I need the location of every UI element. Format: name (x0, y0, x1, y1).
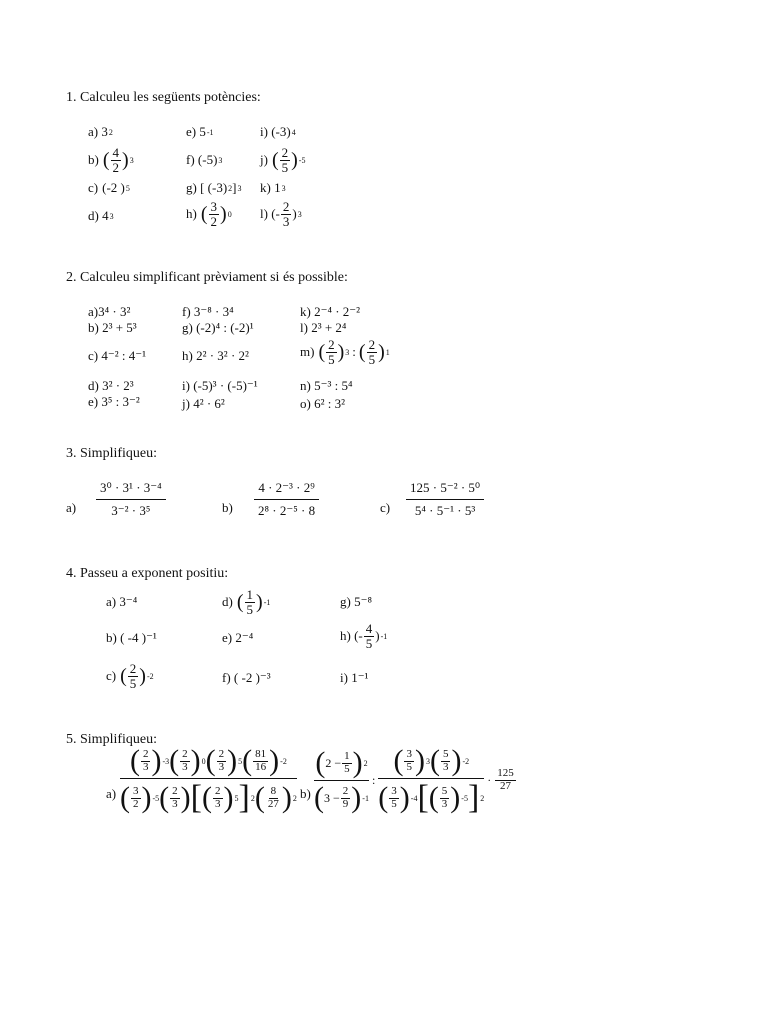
s2-item-g: g) (-2)⁴ : (-2)¹ (182, 320, 254, 335)
s4-item-g: g) 5⁻⁸ (340, 594, 372, 609)
s5-label-b: b) (300, 786, 311, 801)
s3-fraction-a: 3⁰ · 3¹ · 3⁻⁴ 3⁻² · 3⁵ (96, 480, 166, 519)
s2-item-h: h) 2² · 3² · 2² (182, 348, 249, 363)
s1-item-d: d) 4 3 (88, 208, 114, 223)
section-4-title: 4. Passeu a exponent positiu: (66, 566, 229, 581)
section-1-title: 1. Calculeu les següents potències: (66, 90, 261, 105)
s4-item-e: e) 2⁻⁴ (222, 630, 254, 645)
s2-item-f: f) 3⁻⁸ · 3⁴ (182, 304, 234, 319)
s4-item-i: i) 1⁻¹ (340, 670, 369, 685)
s2-item-k: k) 2⁻⁴ · 2⁻² (300, 304, 361, 319)
s3-label-a: a) (66, 500, 77, 515)
s4-item-a: a) 3⁻⁴ (106, 594, 138, 609)
s1-item-i: i) (-3) 4 (260, 124, 296, 139)
s1-item-j: j) ( $\frac{2}{5}$ ) -5 (260, 145, 306, 175)
section-5-title: 5. Simplifiqueu: (66, 732, 157, 747)
s2-item-e: e) 3⁵ : 3⁻² (88, 394, 140, 409)
s4-item-d: d) ( $\frac{1}{5}$ ) -1 (222, 587, 271, 617)
s1-item-f: f) (-5) 3 (186, 152, 223, 167)
s3-label-b: b) (222, 500, 233, 515)
s4-item-h: h) (- $\frac{4}{5}$ ) -1 (340, 621, 388, 651)
s5-expression-a: ( $\frac{2}{3}$ ) -3 ( $\frac{2}{3}$ ) 0 ( $\frac{2}{3}$ ) 5 ( $\frac{81}{16}$ ) -2 ( $\frac{3}{2}$ ) -5 ( $\frac{2}{3}$ ) [ ( $\frac{2}{3}$ ) 5 ] 2 ( $\frac{8}{27}$ ) 2 (120, 744, 297, 816)
s2-item-n: n) 5⁻³ : 5⁴ (300, 378, 353, 393)
s2-item-a: a)3⁴ · 3² (88, 304, 131, 319)
s2-item-l: l) 2³ + 2⁴ (300, 320, 347, 335)
s3-fraction-b: 4 · 2⁻³ · 2⁹ 2⁸ · 2⁻⁵ · 8 (254, 480, 319, 519)
s1-item-l: l) (- $\frac{2}{3}$ ) 3 (260, 199, 302, 229)
s2-item-o: o) 6² : 3² (300, 396, 345, 411)
s2-item-i: i) (-5)³ · (-5)⁻¹ (182, 378, 258, 393)
s1-item-g: g) [ (-3) 2 ] 3 (186, 180, 242, 195)
s1-item-e: e) 5 -1 (186, 124, 214, 139)
s1-item-a: a) 3 2 (88, 124, 113, 139)
s2-item-d: d) 3² · 2³ (88, 378, 134, 393)
s4-item-f: f) ( -2 )⁻³ (222, 670, 271, 685)
s4-item-b: b) ( -4 )⁻¹ (106, 630, 157, 645)
s3-fraction-c: 125 · 5⁻² · 5⁰ 5⁴ · 5⁻¹ · 5³ (406, 480, 484, 519)
section-3-title: 3. Simplifiqueu: (66, 446, 157, 461)
s2-item-m: m) ( $\frac{2}{5}$ ) 3 : ( $\frac{2}{5}$ ) 1 (300, 337, 390, 367)
s4-item-c: c) ( $\frac{2}{5}$ ) -2 (106, 661, 154, 691)
s3-label-c: c) (380, 500, 391, 515)
s2-item-c: c) 4⁻² : 4⁻¹ (88, 348, 146, 363)
s5-label-a: a) (106, 786, 117, 801)
s5-expression-b: ( 2 − $\frac{1}{5}$ ) 2 ( 3 − $\frac{2}{9}$ ) -1 : ( $\frac{3}{5}$ ) 3 ( $\frac{5}{3}$ ) -2 ( $\frac{3}{5}$ ) -4 [ ( $\frac{5}{3}$ ) -5 ] 2 · $\frac{125}{27}$ (314, 744, 514, 816)
s1-item-c: c) (-2 ) 5 (88, 180, 130, 195)
s1-item-k: k) 1 3 (260, 180, 286, 195)
section-2-title: 2. Calculeu simplificant prèviament si és possible: (66, 270, 348, 285)
s2-item-b: b) 2³ + 5³ (88, 320, 137, 335)
s1-item-b: b) ( $\frac{4}{2}$ ) 3 (88, 145, 134, 175)
s2-item-j: j) 4² · 6² (182, 396, 225, 411)
s1-item-h: h) ( $\frac{3}{2}$ ) 0 (186, 199, 232, 229)
